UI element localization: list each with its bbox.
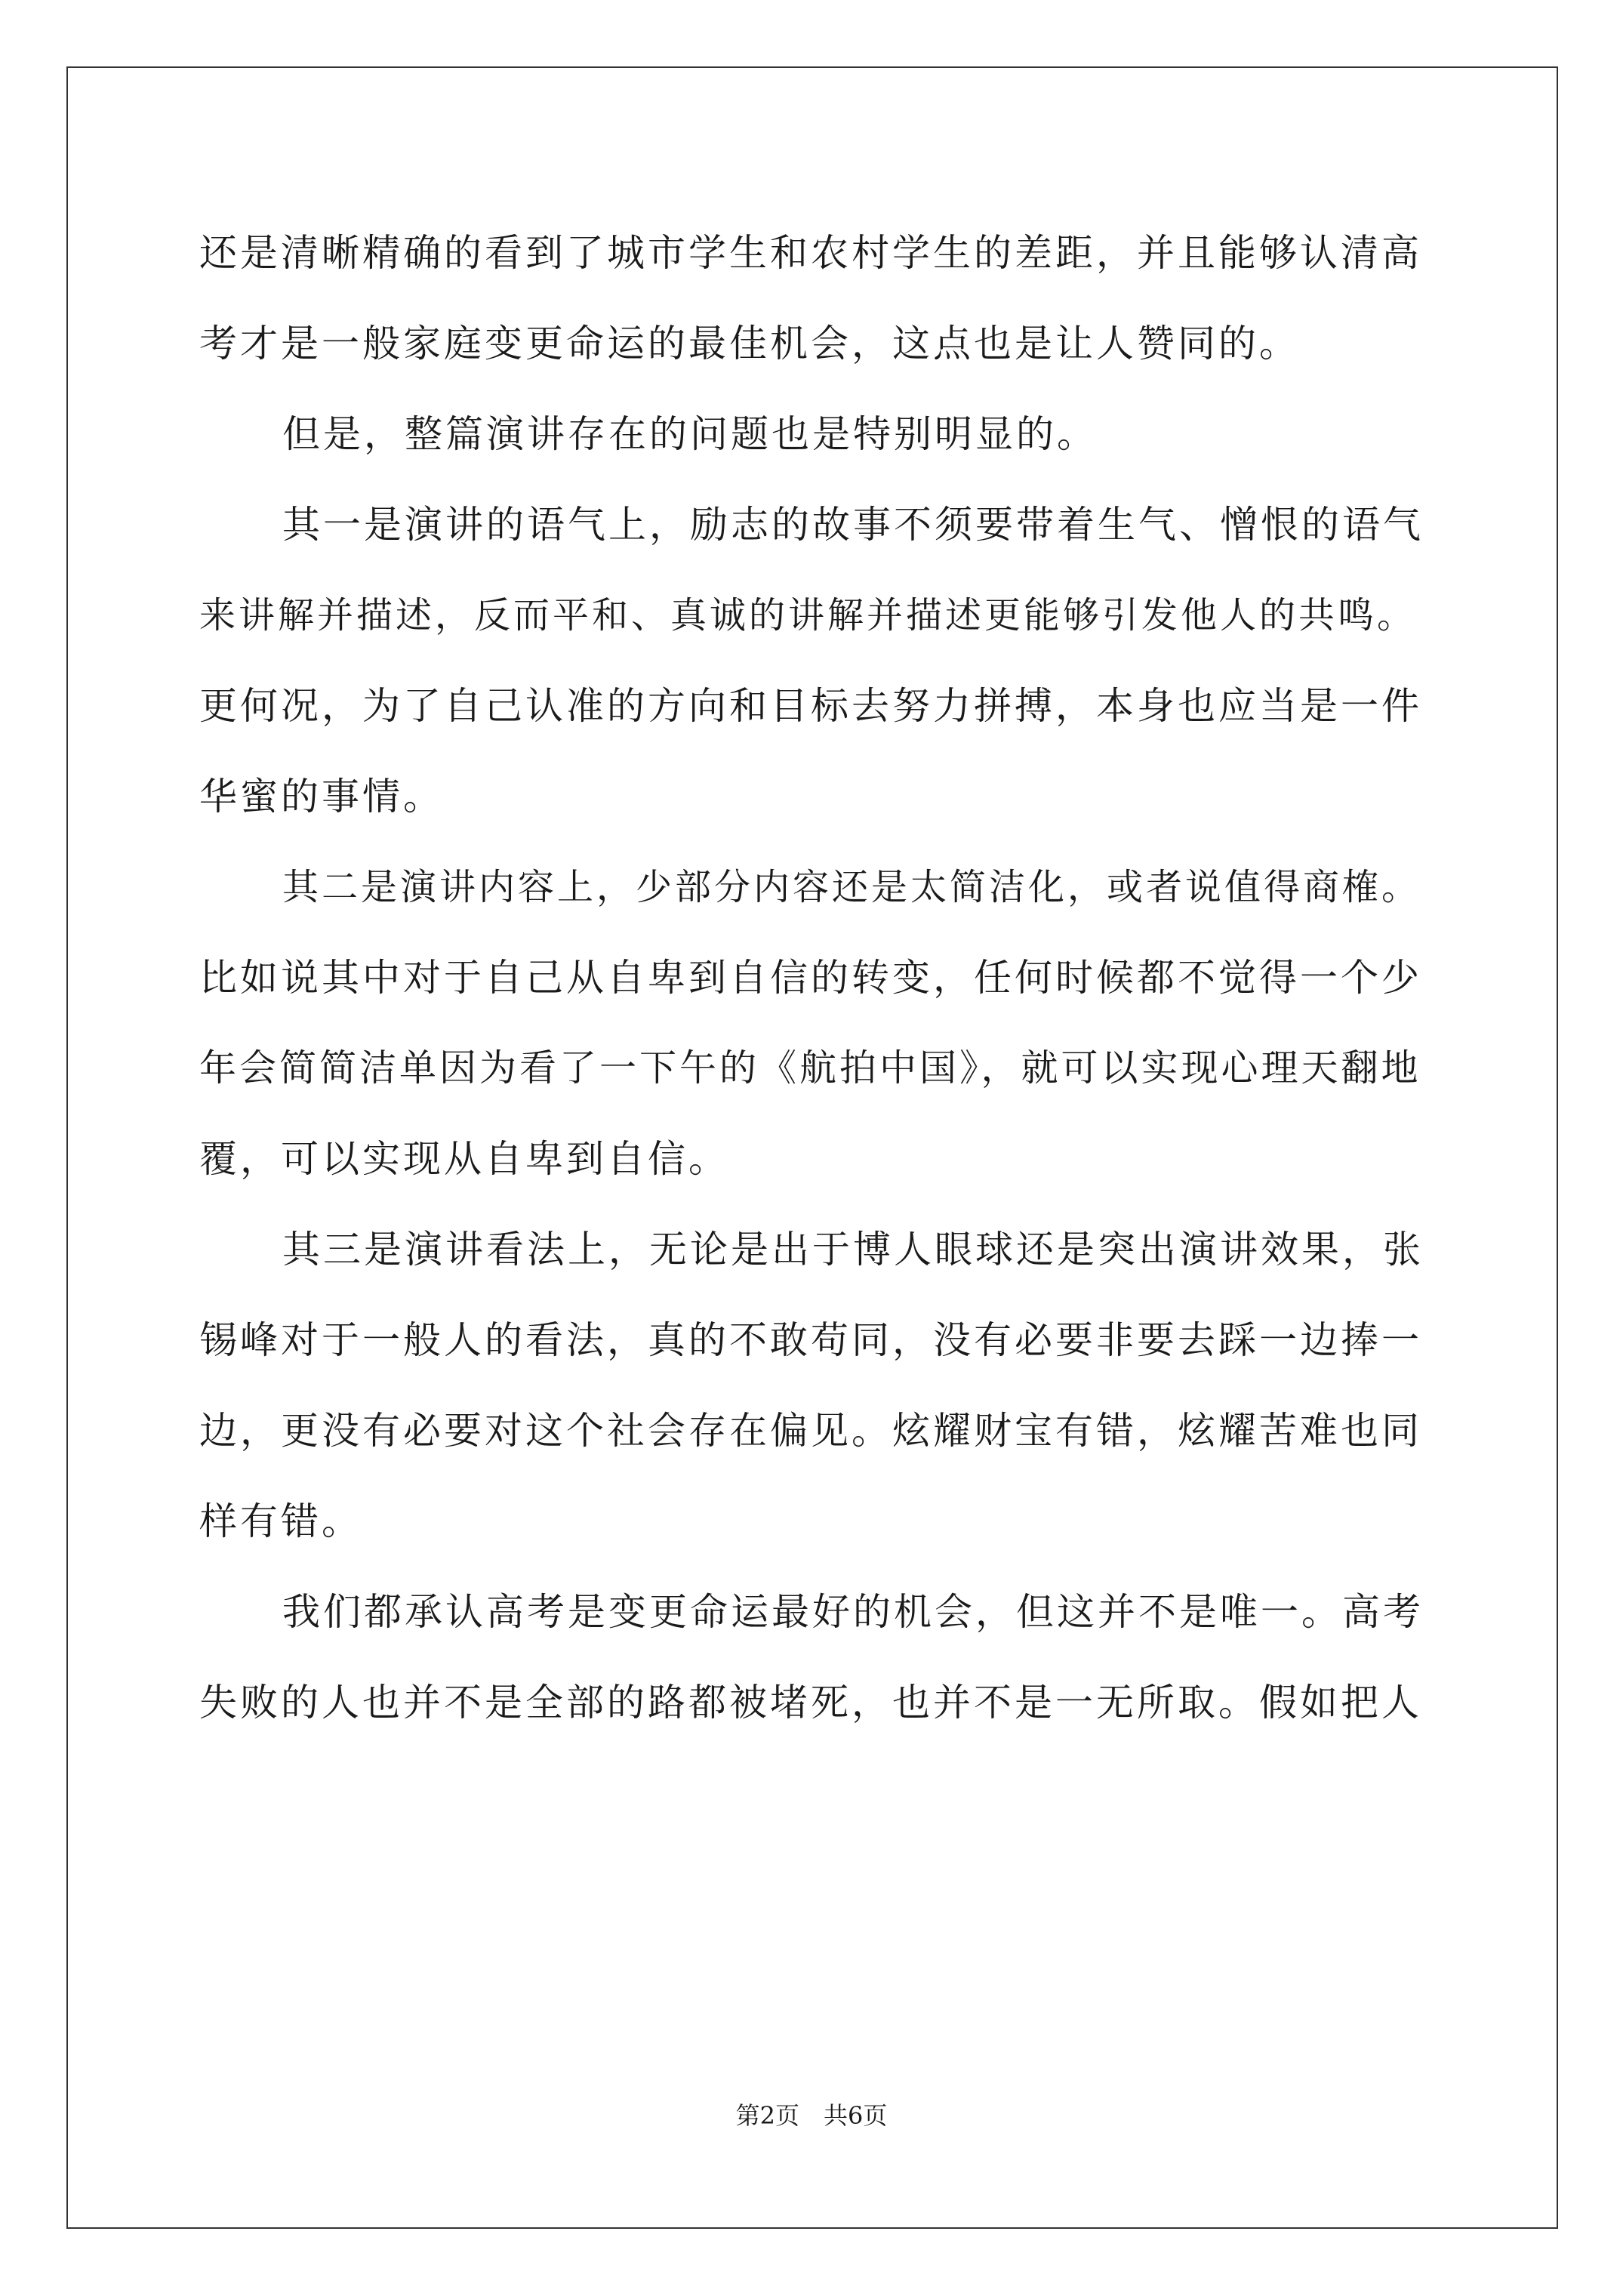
- text-line-9: 比如说其中对于自己从自卑到自信的转变，任何时候都不觉得一个少: [199, 956, 1422, 1000]
- text-line-2: 考才是一般家庭变更命运的最佳机会，这点也是让人赞同的。: [199, 322, 1300, 365]
- text-line-1: 还是清晰精确的看到了城市学生和农村学生的差距，并且能够认清高: [199, 231, 1422, 275]
- text-line-14: 边，更没有必要对这个社会存在偏见。炫耀财宝有错，炫耀苦难也同: [199, 1409, 1422, 1453]
- text-line-11: 覆，可以实现从自卑到自信。: [199, 1137, 729, 1181]
- text-line-8: 其二是演讲内容上，少部分内容还是太简洁化，或者说值得商榷。: [282, 866, 1421, 908]
- text-line-6: 更何况，为了自己认准的方向和目标去努力拼搏，本身也应当是一件: [199, 684, 1422, 728]
- text-line-4: 其一是演讲的语气上，励志的故事不须要带着生气、憎恨的语气: [282, 503, 1424, 547]
- text-line-17: 失败的人也并不是全部的路都被堵死，也并不是一无所取。假如把人: [199, 1681, 1422, 1724]
- text-line-10: 年会简简洁单因为看了一下午的《航拍中国》，就可以实现心理天翻地: [199, 1046, 1421, 1089]
- text-line-3: 但是，整篇演讲存在的问题也是特别明显的。: [282, 412, 1098, 456]
- text-line-5: 来讲解并描述，反而平和、真诚的讲解并描述更能够引发他人的共鸣。: [199, 594, 1417, 636]
- text-line-15: 样有错。: [199, 1499, 362, 1543]
- text-line-12: 其三是演讲看法上，无论是出于博人眼球还是突出演讲效果，张: [282, 1228, 1424, 1271]
- text-line-7: 华蜜的事情。: [199, 775, 444, 818]
- text-line-13: 锡峰对于一般人的看法，真的不敢苟同，没有必要非要去踩一边捧一: [199, 1318, 1422, 1362]
- page-number-footer: 第2页 共6页: [735, 2101, 888, 2130]
- text-line-16: 我们都承认高考是变更命运最好的机会，但这并不是唯一。高考: [282, 1590, 1424, 1634]
